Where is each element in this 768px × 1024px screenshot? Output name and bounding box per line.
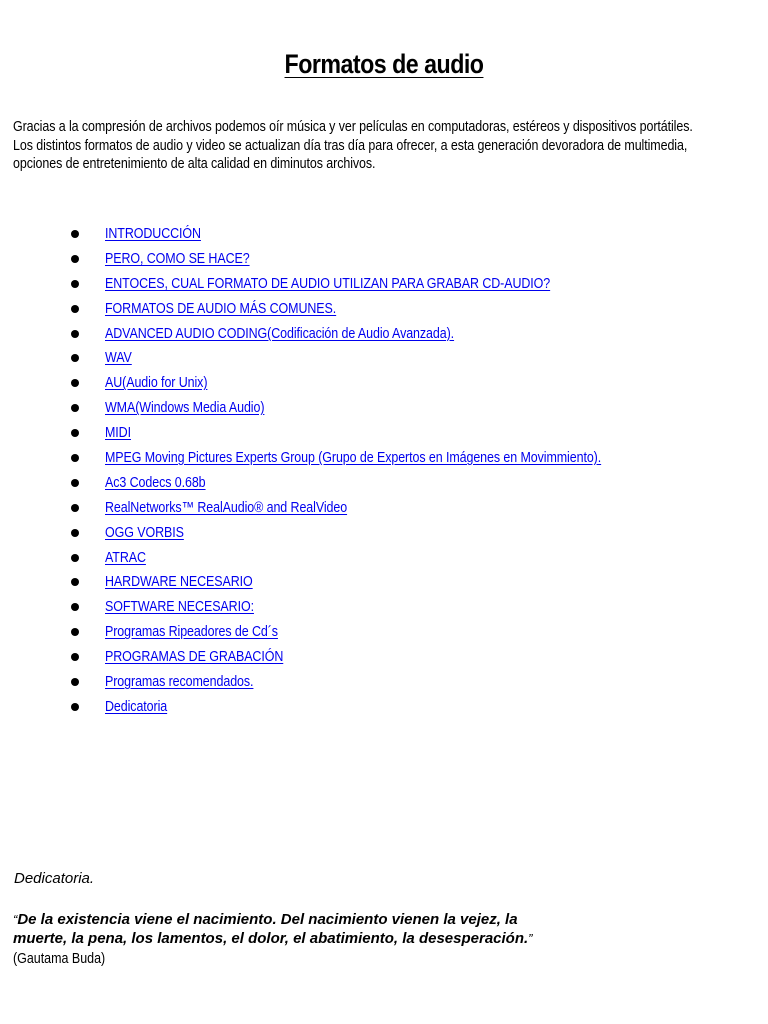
toc-item [0, 222, 768, 247]
quote-open-mark: “ [13, 912, 18, 927]
quote-close-mark: ” [528, 931, 533, 946]
intro-line: opciones de entretenimiento de alta calidad en diminutos archivos. [13, 156, 376, 172]
bullet-icon [71, 678, 79, 686]
bullet-icon [71, 280, 79, 288]
toc-link-software[interactable]: SOFTWARE NECESARIO: [105, 599, 254, 616]
toc-link-formato-cd-audio[interactable]: ENTOCES, CUAL FORMATO DE AUDIO UTILIZAN PARA GRABAR CD-AUDIO? [105, 275, 551, 292]
toc-item [0, 247, 768, 272]
bullet-icon [71, 404, 79, 412]
bullet-icon [71, 603, 79, 611]
toc-item [0, 272, 768, 297]
toc-link-ogg-vorbis[interactable]: OGG VORBIS [105, 524, 184, 541]
toc-link-grabacion[interactable]: PROGRAMAS DE GRABACIÓN [105, 649, 284, 666]
quote-attribution: (Gautama Buda) [13, 951, 106, 967]
bullet-icon [71, 230, 79, 238]
bullet-icon [71, 703, 79, 711]
bullet-icon [71, 330, 79, 338]
toc-item [0, 620, 768, 645]
toc-item [0, 521, 768, 546]
toc-link-pero-como-se-hace[interactable]: PERO, COMO SE HACE? [105, 250, 250, 267]
bullet-icon [71, 554, 79, 562]
toc-item [0, 346, 768, 371]
intro-paragraph [13, 118, 753, 174]
toc-item [0, 396, 768, 421]
bullet-icon [71, 379, 79, 387]
toc-link-realnetworks[interactable]: RealNetworks™ RealAudio® and RealVideo [105, 499, 348, 516]
toc-item [0, 645, 768, 670]
dedication-quote [13, 910, 593, 948]
quote-line: muerte, la pena, los lamentos, el dolor, el abatimiento, la desesperación. [13, 930, 529, 947]
toc-item [0, 446, 768, 471]
toc-link-mpeg[interactable]: MPEG Moving Pictures Experts Group (Grupo de Expertos en Imágenes en Movimmiento). [105, 450, 602, 467]
document-title: Formatos de audio [284, 49, 484, 80]
toc-link-aac[interactable]: ADVANCED AUDIO CODING(Codificación de Audio Avanzada). [105, 325, 455, 342]
table-of-contents [0, 222, 768, 720]
bullet-icon [71, 454, 79, 462]
toc-link-atrac[interactable]: ATRAC [105, 549, 146, 566]
toc-item [0, 471, 768, 496]
toc-item [0, 371, 768, 396]
toc-link-au[interactable]: AU(Audio for Unix) [105, 375, 208, 392]
toc-link-midi[interactable]: MIDI [105, 425, 131, 442]
bullet-icon [71, 354, 79, 362]
bullet-icon [71, 255, 79, 263]
toc-item [0, 695, 768, 720]
bullet-icon [71, 479, 79, 487]
toc-item [0, 546, 768, 571]
toc-link-ripeadores[interactable]: Programas Ripeadores de Cd´s [105, 624, 278, 641]
intro-line: Gracias a la compresión de archivos podemos oír música y ver películas en computadoras, estéreos y dispositivos portátiles. [13, 119, 693, 135]
quote-line: De la existencia viene el nacimiento. Del nacimiento vienen la vejez, la [17, 911, 518, 928]
toc-link-hardware[interactable]: HARDWARE NECESARIO [105, 574, 253, 591]
bullet-icon [71, 628, 79, 636]
toc-item [0, 322, 768, 347]
toc-link-ac3[interactable]: Ac3 Codecs 0.68b [105, 474, 206, 491]
toc-item [0, 496, 768, 521]
bullet-icon [71, 305, 79, 313]
dedication-heading: Dedicatoria. [14, 870, 95, 887]
toc-item [0, 570, 768, 595]
toc-link-wma[interactable]: WMA(Windows Media Audio) [105, 400, 265, 417]
bullet-icon [71, 504, 79, 512]
toc-link-introduccion[interactable]: INTRODUCCIÓN [105, 226, 201, 242]
toc-link-recomendados[interactable]: Programas recomendados. [105, 674, 254, 691]
toc-item [0, 595, 768, 620]
bullet-icon [71, 529, 79, 537]
bullet-icon [71, 429, 79, 437]
intro-line: Los distintos formatos de audio y video se actualizan día tras día para ofrecer, a esta generación devoradora de multimedia, [13, 137, 688, 154]
bullet-icon [71, 653, 79, 661]
toc-link-dedicatoria[interactable]: Dedicatoria [105, 698, 168, 715]
toc-link-formatos-comunes[interactable]: FORMATOS DE AUDIO MÁS COMUNES. [105, 300, 337, 317]
toc-link-wav[interactable]: WAV [105, 350, 132, 367]
toc-item [0, 670, 768, 695]
toc-item [0, 421, 768, 446]
bullet-icon [71, 578, 79, 586]
toc-item [0, 297, 768, 322]
